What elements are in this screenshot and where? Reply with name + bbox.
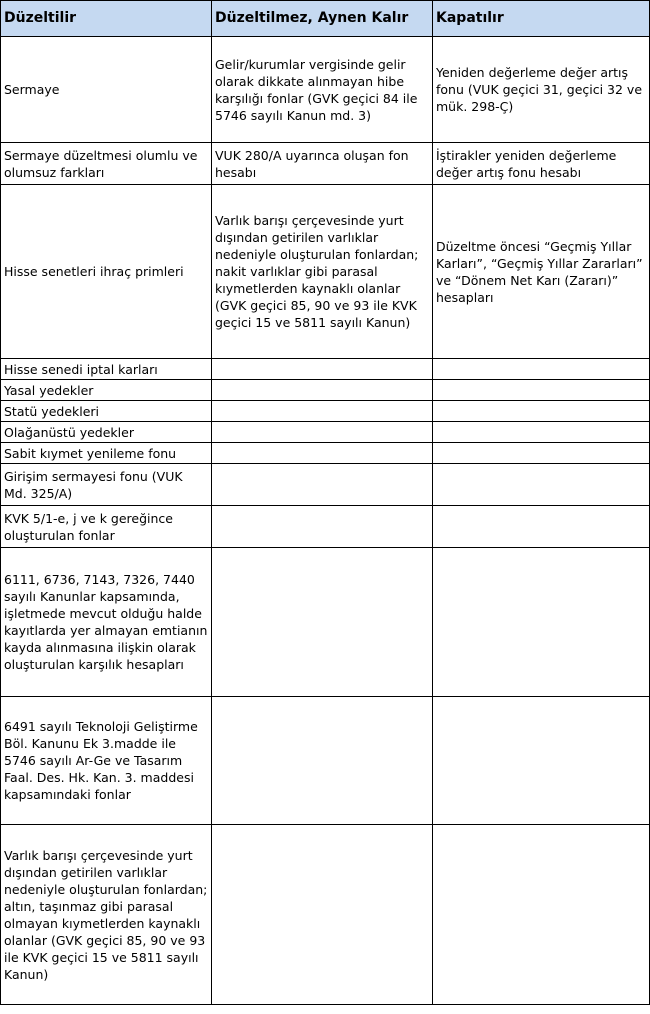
cell-adjusted: 6111, 6736, 7143, 7326, 7440 sayılı Kanunlar kapsamında, işletmede mevcut olduğu halde kayıtlarda yer almayan emtianın kayda alınmasına ilişkin olarak oluşturulan karşılık hesapları xyxy=(1,548,212,697)
cell-closed: Düzeltme öncesi “Geçmiş Yıllar Karları”, “Geçmiş Yıllar Zararları” ve “Dönem Net Karı (Zararı)” hesapları xyxy=(433,185,650,359)
table-row xyxy=(1,143,650,185)
cell-closed xyxy=(433,464,650,506)
cell-adjusted: Hisse senedi iptal karları xyxy=(1,359,212,380)
cell-adjusted: Statü yedekleri xyxy=(1,401,212,422)
cell-closed xyxy=(433,443,650,464)
cell-closed xyxy=(433,825,650,1005)
table-row xyxy=(1,697,650,825)
cell-adjusted: Sermaye xyxy=(1,37,212,143)
cell-adjusted: KVK 5/1-e, j ve k gereğince oluşturulan fonlar xyxy=(1,506,212,548)
header-row xyxy=(1,1,650,37)
cell-closed xyxy=(433,697,650,825)
cell-not-adjusted xyxy=(212,697,433,825)
cell-closed xyxy=(433,506,650,548)
cell-closed: İştirakler yeniden değerleme değer artış fonu hesabı xyxy=(433,143,650,185)
cell-closed: Yeniden değerleme değer artış fonu (VUK geçici 31, geçici 32 ve mük. 298-Ç) xyxy=(433,37,650,143)
cell-adjusted: Girişim sermayesi fonu (VUK Md. 325/A) xyxy=(1,464,212,506)
cell-not-adjusted xyxy=(212,401,433,422)
cell-closed xyxy=(433,548,650,697)
table-row xyxy=(1,422,650,443)
cell-not-adjusted: Gelir/kurumlar vergisinde gelir olarak dikkate alınmayan hibe karşılığı fonlar (GVK geçici 84 ile 5746 sayılı Kanun md. 3) xyxy=(212,37,433,143)
cell-not-adjusted xyxy=(212,422,433,443)
cell-not-adjusted: Varlık barışı çerçevesinde yurt dışından getirilen varlıklar nedeniyle oluşturulan fonlardan; nakit varlıklar gibi parasal kıymetlerden kaynaklı olanlar (GVK geçici 85, 90 ve 93 ile KVK geçici 15 ve 5811 sayılı Kanun) xyxy=(212,185,433,359)
header-not-adjusted: Düzeltilmez, Aynen Kalır xyxy=(212,1,433,37)
table-row xyxy=(1,443,650,464)
cell-not-adjusted xyxy=(212,548,433,697)
cell-closed xyxy=(433,401,650,422)
cell-adjusted: Hisse senetleri ihraç primleri xyxy=(1,185,212,359)
cell-adjusted: 6491 sayılı Teknoloji Geliştirme Böl. Kanunu Ek 3.madde ile 5746 sayılı Ar-Ge ve Tasarım Faal. Des. Hk. Kan. 3. maddesi kapsamındaki fonlar xyxy=(1,697,212,825)
cell-adjusted: Sabit kıymet yenileme fonu xyxy=(1,443,212,464)
table-row xyxy=(1,380,650,401)
cell-adjusted: Varlık barışı çerçevesinde yurt dışından getirilen varlıklar nedeniyle oluşturulan fonlardan; altın, taşınmaz gibi parasal olmayan kıymetlerden kaynaklı olanlar (GVK geçici 85, 90 ve 93 ile KVK geçici 15 ve 5811 sayılı Kanun) xyxy=(1,825,212,1005)
table-row xyxy=(1,37,650,143)
table-row xyxy=(1,185,650,359)
header-adjusted: Düzeltilir xyxy=(1,1,212,37)
table-row xyxy=(1,464,650,506)
cell-closed xyxy=(433,359,650,380)
table-row xyxy=(1,506,650,548)
table-row xyxy=(1,359,650,380)
cell-not-adjusted xyxy=(212,443,433,464)
table-row xyxy=(1,548,650,697)
cell-not-adjusted: VUK 280/A uyarınca oluşan fon hesabı xyxy=(212,143,433,185)
cell-adjusted: Olağanüstü yedekler xyxy=(1,422,212,443)
cell-not-adjusted xyxy=(212,506,433,548)
cell-closed xyxy=(433,380,650,401)
cell-closed xyxy=(433,422,650,443)
cell-not-adjusted xyxy=(212,380,433,401)
cell-adjusted: Yasal yedekler xyxy=(1,380,212,401)
cell-adjusted: Sermaye düzeltmesi olumlu ve olumsuz farkları xyxy=(1,143,212,185)
table-row xyxy=(1,825,650,1005)
table-row xyxy=(1,401,650,422)
cell-not-adjusted xyxy=(212,359,433,380)
header-closed: Kapatılır xyxy=(433,1,650,37)
cell-not-adjusted xyxy=(212,464,433,506)
cell-not-adjusted xyxy=(212,825,433,1005)
